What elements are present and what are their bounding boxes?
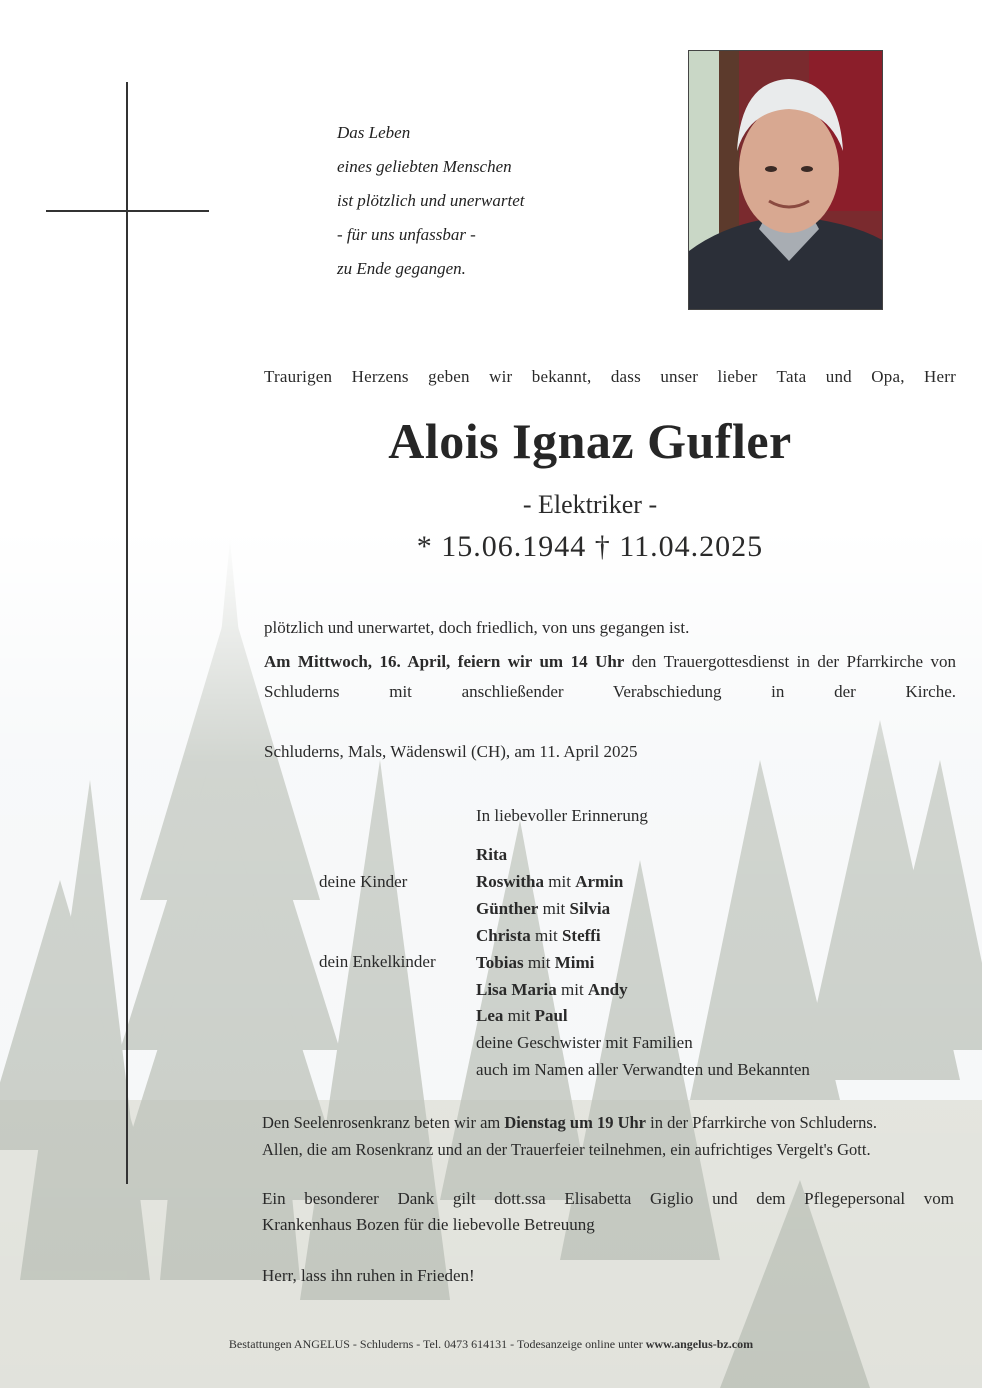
place-and-date: Schluderns, Mals, Wädenswil (CH), am 11. April 2025 xyxy=(264,742,638,761)
mourner-line xyxy=(476,923,810,950)
cross-horizontal-bar xyxy=(46,210,209,212)
mourner-connector: mit xyxy=(535,925,558,945)
mourner-partner: Paul xyxy=(534,1006,568,1026)
mourner-name: Christa xyxy=(476,925,531,945)
closing-prayer: Herr, lass ihn ruhen in Frieden! xyxy=(262,1266,475,1285)
mourner-partner: Armin xyxy=(575,871,624,891)
mourners-list xyxy=(476,842,810,1084)
footer-link[interactable]: www.angelus-bz.com xyxy=(645,1337,754,1351)
mourner-line xyxy=(476,950,810,977)
mourner-connector: mit xyxy=(527,952,551,972)
mourner-connector: mit xyxy=(561,979,584,999)
memory-heading: In liebevoller Erinnerung xyxy=(476,806,648,825)
relatives-line: auch im Namen aller Verwandten und Bekannten xyxy=(476,1060,810,1080)
mourner-connector: mit xyxy=(542,898,566,918)
mourner-name: Roswitha xyxy=(476,871,545,891)
mourner-line xyxy=(476,869,810,896)
service-time: 14 Uhr xyxy=(570,652,625,671)
mourner-partner: Silvia xyxy=(569,898,611,918)
siblings-line: deine Geschwister mit Familien xyxy=(476,1033,693,1053)
mourner-connector: mit xyxy=(507,1006,531,1026)
thanks-line: Ein besonderer Dank gilt dott.ssa Elisabetta Giglio und dem Pflegepersonal vom xyxy=(262,1189,954,1208)
deceased-name: Alois Ignaz Gufler xyxy=(388,413,792,469)
gratitude-line: Allen, die am Rosenkranz und an der Trauerfeier teilnehmen, ein aufrichtiges Vergelt's Gott. xyxy=(262,1140,871,1159)
footer-text: Bestattungen ANGELUS - Schluderns - Tel. 0473 614131 - Todesanzeige online unter xyxy=(228,1337,643,1351)
service-announcement xyxy=(264,647,956,707)
mourner-name: Lisa Maria xyxy=(476,979,557,999)
mourner-connector: mit xyxy=(548,871,571,891)
mourner-name: Lea xyxy=(476,1006,504,1026)
cross-vertical-bar xyxy=(126,82,128,1184)
passing-text: plötzlich und unerwartet, doch friedlich, von uns gegangen ist. xyxy=(264,618,690,637)
poem-line: Das Leben xyxy=(337,123,411,142)
mourner-partner: Mimi xyxy=(554,952,595,972)
footer xyxy=(0,1337,982,1352)
service-phrase: feiern wir um xyxy=(457,652,564,671)
mourner-line xyxy=(476,896,810,923)
rosary-line xyxy=(262,1109,954,1136)
deceased-profession: - Elektriker - xyxy=(522,490,658,519)
children-label: deine Kinder xyxy=(319,872,408,891)
mourner-line xyxy=(476,977,810,1004)
mourner-line xyxy=(476,1003,810,1030)
service-day: Am Mittwoch, xyxy=(264,652,373,671)
poem-line: ist plötzlich und unerwartet xyxy=(337,191,525,210)
grandchildren-label: dein Enkelkinder xyxy=(319,952,436,971)
mourner-name: Günther xyxy=(476,898,539,918)
rosary-text: Den Seelenrosenkranz beten wir am xyxy=(262,1113,501,1132)
special-thanks xyxy=(262,1186,954,1238)
intro-text: Traurigen Herzens geben wir bekannt, dass unser lieber Tata und Opa, Herr xyxy=(264,367,956,386)
mourner-name: Rita xyxy=(476,845,508,864)
rosary-time: Dienstag um 19 Uhr xyxy=(504,1113,647,1132)
poem-line: zu Ende gegangen. xyxy=(337,259,466,278)
thanks-line: Krankenhaus Bozen für die liebevolle Betreuung xyxy=(262,1215,595,1234)
mourner-line xyxy=(476,842,810,869)
portrait-photo xyxy=(688,50,883,310)
poem-line: - für uns unfassbar - xyxy=(337,225,476,244)
rosary-announcement xyxy=(262,1109,954,1163)
life-dates: * 15.06.1944 † 11.04.2025 xyxy=(416,530,764,563)
mourner-name: Tobias xyxy=(476,952,524,972)
service-date: 16. April, xyxy=(379,652,451,671)
poem-line: eines geliebten Menschen xyxy=(337,157,512,176)
service-details: den Trauergottesdienst in der Pfarrkirche von Schluderns mit anschließender Verabschiedung in der Kirche. xyxy=(264,652,956,701)
mourner-partner: Steffi xyxy=(561,925,601,945)
portrait-image xyxy=(689,51,883,310)
rosary-place: in der Pfarrkirche von Schluderns. xyxy=(650,1113,877,1132)
mourner-partner: Andy xyxy=(587,979,628,999)
poem xyxy=(337,116,667,286)
